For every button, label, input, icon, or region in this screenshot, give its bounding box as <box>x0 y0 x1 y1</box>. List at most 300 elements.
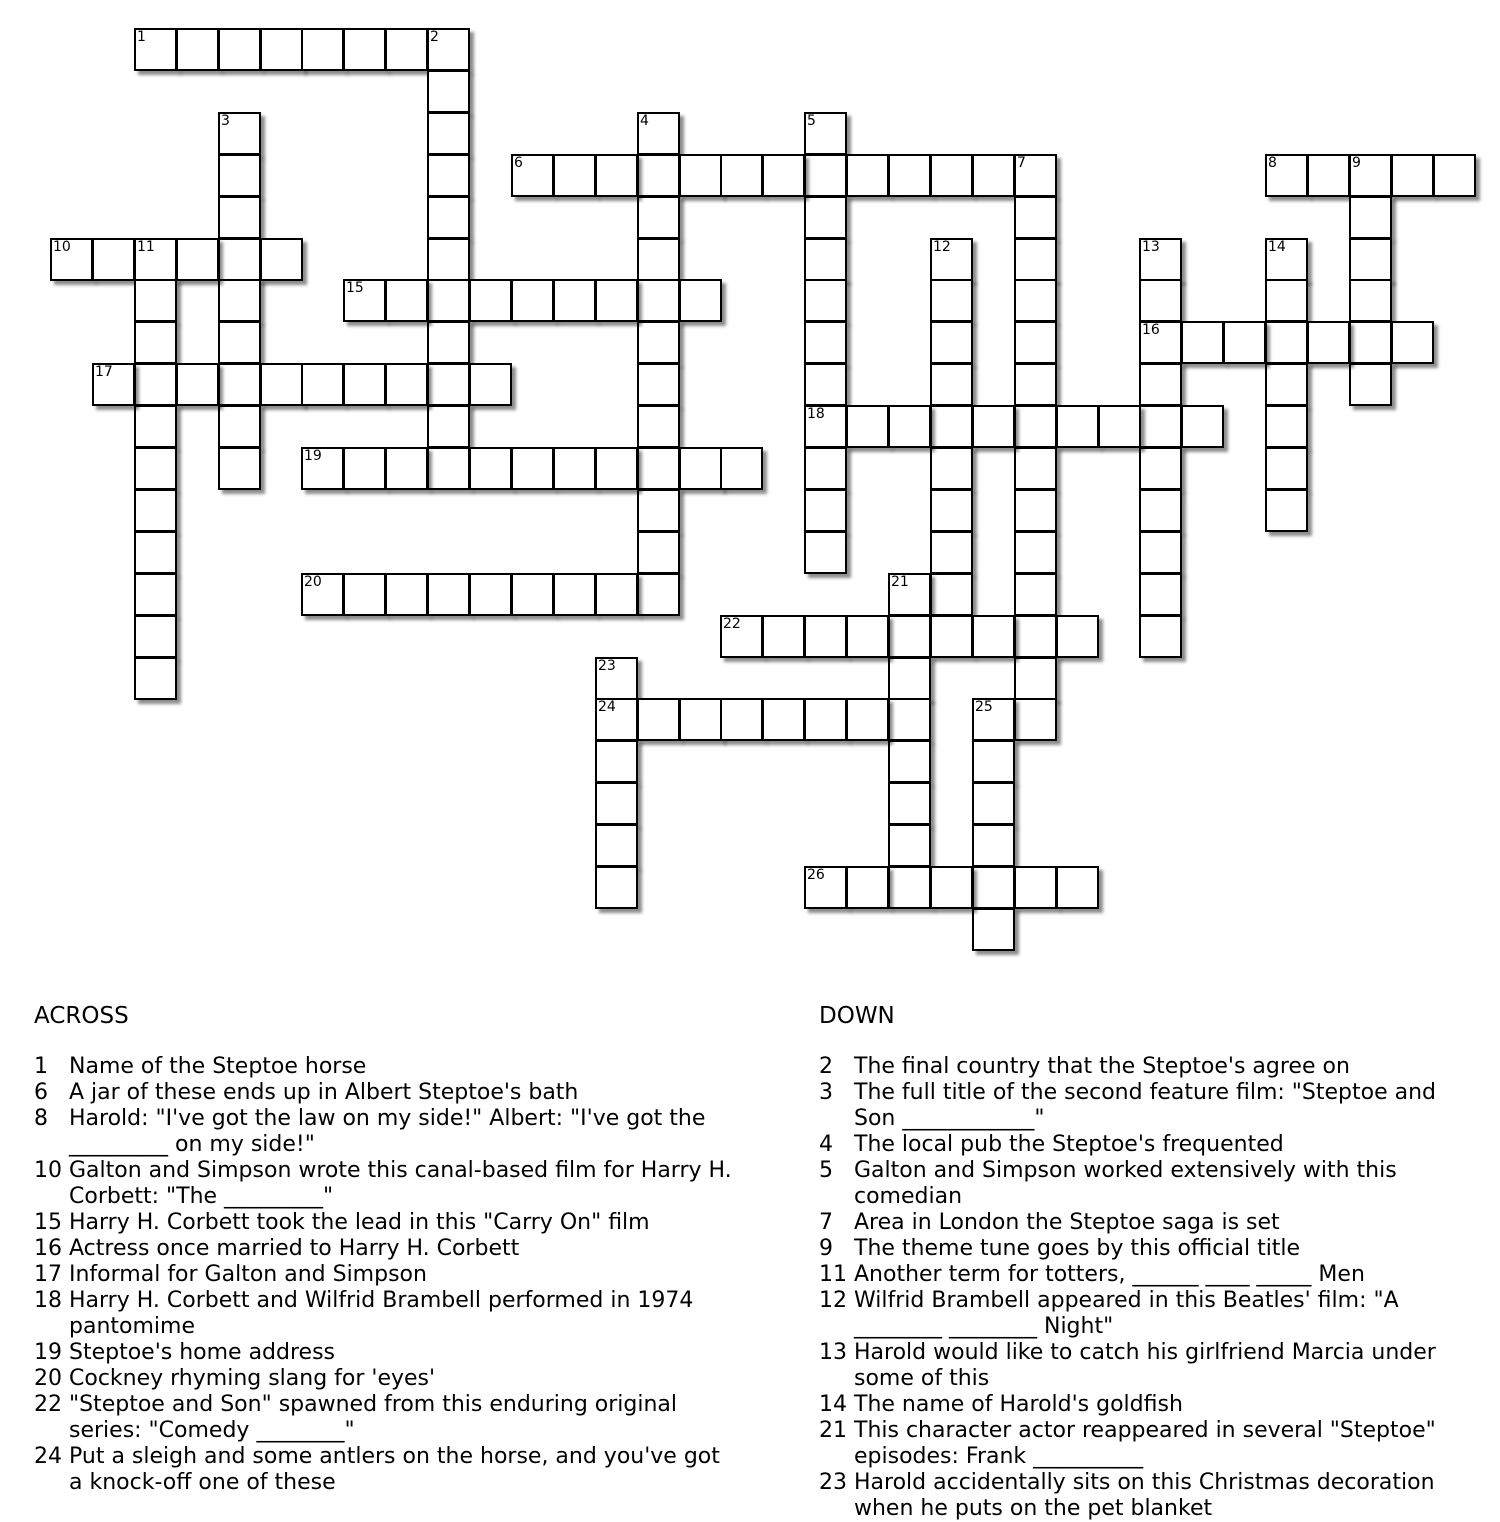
cell-number: 22 <box>723 616 741 632</box>
down-clue <box>819 1392 1479 1418</box>
grid-cell[interactable] <box>679 698 722 741</box>
grid-cell[interactable] <box>595 657 638 700</box>
across-heading: ACROSS <box>34 1003 129 1029</box>
down-clue <box>819 1158 1479 1210</box>
clue-text: Name of the Steptoe horse <box>69 1054 367 1079</box>
across-clue <box>34 1444 734 1496</box>
grid-cell[interactable] <box>343 279 386 322</box>
grid-cell[interactable] <box>1014 657 1057 700</box>
clue-number: 21 <box>819 1418 847 1443</box>
clue-number: 10 <box>34 1158 62 1183</box>
grid-cell[interactable] <box>469 573 512 616</box>
grid-cell[interactable] <box>176 28 219 71</box>
grid-cell[interactable] <box>1014 279 1057 322</box>
cell-number: 15 <box>346 280 364 296</box>
cell-number: 1 <box>137 29 146 45</box>
grid-cell[interactable] <box>846 405 889 448</box>
grid-cell[interactable] <box>846 866 889 909</box>
grid-cell[interactable] <box>637 573 680 616</box>
clue-text: This character actor reappeared in several "Steptoe" episodes: Frank __________ <box>854 1418 1436 1469</box>
grid-cell[interactable] <box>972 615 1015 658</box>
grid-cell[interactable] <box>1014 196 1057 239</box>
grid-cell[interactable] <box>511 279 554 322</box>
grid-cell[interactable] <box>846 698 889 741</box>
clue-text: The final country that the Steptoe's agree on <box>854 1054 1350 1079</box>
clue-text: The theme tune goes by this official title <box>854 1236 1301 1261</box>
grid-cell[interactable] <box>1181 405 1224 448</box>
grid-cell[interactable] <box>1014 238 1057 281</box>
grid-cell[interactable] <box>637 112 680 155</box>
grid-cell[interactable] <box>511 573 554 616</box>
grid-cell[interactable] <box>1014 531 1057 574</box>
clue-number: 19 <box>34 1340 62 1365</box>
grid-cell[interactable] <box>218 321 261 364</box>
cell-number: 26 <box>807 867 825 883</box>
grid-cell[interactable] <box>762 615 805 658</box>
grid-cell[interactable] <box>930 405 973 448</box>
grid-cell[interactable] <box>930 489 973 532</box>
grid-cell[interactable] <box>1139 489 1182 532</box>
grid-cell[interactable] <box>762 154 805 197</box>
grid-cell[interactable] <box>637 363 680 406</box>
grid-cell[interactable] <box>469 447 512 490</box>
grid-cell[interactable] <box>637 238 680 281</box>
grid-cell[interactable] <box>1014 447 1057 490</box>
grid-cell[interactable] <box>218 238 261 281</box>
clue-number: 3 <box>819 1080 833 1105</box>
grid-cell[interactable] <box>762 698 805 741</box>
grid-cell[interactable] <box>134 279 177 322</box>
clue-text: Actress once married to Harry H. Corbett <box>69 1236 520 1261</box>
grid-cell[interactable] <box>427 196 470 239</box>
grid-cell[interactable] <box>637 321 680 364</box>
grid-cell[interactable] <box>1265 363 1308 406</box>
grid-cell[interactable] <box>1139 447 1182 490</box>
clue-text: Area in London the Steptoe saga is set <box>854 1210 1280 1235</box>
grid-cell[interactable] <box>1265 405 1308 448</box>
grid-cell[interactable] <box>1014 405 1057 448</box>
grid-cell[interactable] <box>888 782 931 825</box>
grid-cell[interactable] <box>637 698 680 741</box>
grid-cell[interactable] <box>595 573 638 616</box>
cell-number: 12 <box>933 239 951 255</box>
grid-cell[interactable] <box>469 363 512 406</box>
grid-cell[interactable] <box>972 824 1015 867</box>
grid-cell[interactable] <box>1265 321 1308 364</box>
grid-cell[interactable] <box>637 196 680 239</box>
down-clue <box>819 1236 1479 1262</box>
grid-cell[interactable] <box>804 279 847 322</box>
grid-cell[interactable] <box>1139 531 1182 574</box>
grid-cell[interactable] <box>720 615 763 658</box>
grid-cell[interactable] <box>888 154 931 197</box>
across-clue <box>34 1392 734 1444</box>
grid-cell[interactable] <box>218 279 261 322</box>
grid-cell[interactable] <box>972 740 1015 783</box>
grid-cell[interactable] <box>385 279 428 322</box>
grid-cell[interactable] <box>427 405 470 448</box>
grid-cell[interactable] <box>1014 489 1057 532</box>
grid-cell[interactable] <box>260 363 303 406</box>
grid-cell[interactable] <box>804 321 847 364</box>
grid-cell[interactable] <box>846 615 889 658</box>
grid-cell[interactable] <box>218 447 261 490</box>
grid-cell[interactable] <box>1433 154 1476 197</box>
grid-cell[interactable] <box>134 405 177 448</box>
grid-cell[interactable] <box>134 489 177 532</box>
grid-cell[interactable] <box>301 363 344 406</box>
grid-cell[interactable] <box>1307 321 1350 364</box>
grid-cell[interactable] <box>218 28 261 71</box>
clue-number: 22 <box>34 1392 62 1417</box>
grid-cell[interactable] <box>846 154 889 197</box>
cell-number: 2 <box>430 29 439 45</box>
grid-cell[interactable] <box>595 447 638 490</box>
grid-cell[interactable] <box>176 363 219 406</box>
cell-number: 16 <box>1142 322 1160 338</box>
grid-cell[interactable] <box>427 154 470 197</box>
grid-cell[interactable] <box>1014 573 1057 616</box>
clue-number: 18 <box>34 1288 62 1313</box>
grid-cell[interactable] <box>1139 573 1182 616</box>
cell-number: 18 <box>807 406 825 422</box>
grid-cell[interactable] <box>1349 363 1392 406</box>
cell-number: 8 <box>1268 155 1277 171</box>
grid-cell[interactable] <box>343 573 386 616</box>
down-clue <box>819 1210 1479 1236</box>
grid-cell[interactable] <box>930 238 973 281</box>
grid-cell[interactable] <box>1139 238 1182 281</box>
grid-cell[interactable] <box>804 489 847 532</box>
grid-cell[interactable] <box>469 279 512 322</box>
grid-cell[interactable] <box>50 238 93 281</box>
grid-cell[interactable] <box>1223 321 1266 364</box>
grid-cell[interactable] <box>804 698 847 741</box>
down-clue <box>819 1132 1479 1158</box>
clue-text: Put a sleigh and some antlers on the horse, and you've got a knock-off one of these <box>69 1444 720 1495</box>
grid-cell[interactable] <box>637 279 680 322</box>
grid-cell[interactable] <box>218 363 261 406</box>
grid-cell[interactable] <box>1349 196 1392 239</box>
cell-number: 3 <box>221 113 230 129</box>
grid-cell[interactable] <box>679 447 722 490</box>
grid-cell[interactable] <box>92 363 135 406</box>
grid-cell[interactable] <box>427 112 470 155</box>
across-clue <box>34 1210 734 1236</box>
clue-text: Harold accidentally sits on this Christmas decoration when he puts on the pet blanket <box>854 1470 1435 1521</box>
grid-cell[interactable] <box>427 321 470 364</box>
cell-number: 23 <box>598 658 616 674</box>
grid-cell[interactable] <box>385 28 428 71</box>
cell-number: 5 <box>807 113 816 129</box>
grid-cell[interactable] <box>218 196 261 239</box>
grid-cell[interactable] <box>804 531 847 574</box>
grid-cell[interactable] <box>1014 866 1057 909</box>
grid-cell[interactable] <box>427 279 470 322</box>
clue-text: A jar of these ends up in Albert Steptoe's bath <box>69 1080 579 1105</box>
clue-number: 16 <box>34 1236 62 1261</box>
clue-number: 6 <box>34 1080 48 1105</box>
grid-cell[interactable] <box>134 238 177 281</box>
across-clue <box>34 1054 734 1080</box>
grid-cell[interactable] <box>888 657 931 700</box>
grid-cell[interactable] <box>637 447 680 490</box>
clue-number: 15 <box>34 1210 62 1235</box>
grid-cell[interactable] <box>720 698 763 741</box>
clue-number: 7 <box>819 1210 833 1235</box>
grid-cell[interactable] <box>134 28 177 71</box>
clue-text: Galton and Simpson wrote this canal-based film for Harry H. Corbett: "The _________" <box>69 1158 732 1209</box>
grid-cell[interactable] <box>888 698 931 741</box>
cell-number: 7 <box>1017 155 1026 171</box>
grid-cell[interactable] <box>595 279 638 322</box>
grid-cell[interactable] <box>888 405 931 448</box>
grid-cell[interactable] <box>553 279 596 322</box>
grid-cell[interactable] <box>1098 405 1141 448</box>
grid-cell[interactable] <box>1265 279 1308 322</box>
grid-cell[interactable] <box>595 740 638 783</box>
grid-cell[interactable] <box>804 196 847 239</box>
grid-cell[interactable] <box>1265 238 1308 281</box>
down-clue-list <box>819 1054 1479 1522</box>
cell-number: 4 <box>640 113 649 129</box>
grid-cell[interactable] <box>930 615 973 658</box>
grid-cell[interactable] <box>260 28 303 71</box>
grid-cell[interactable] <box>427 363 470 406</box>
grid-cell[interactable] <box>804 447 847 490</box>
grid-cell[interactable] <box>930 363 973 406</box>
across-clue <box>34 1340 734 1366</box>
clue-text: Harry H. Corbett and Wilfrid Brambell performed in 1974 pantomime <box>69 1288 694 1339</box>
clue-number: 14 <box>819 1392 847 1417</box>
clue-number: 1 <box>34 1054 48 1079</box>
clue-text: "Steptoe and Son" spawned from this enduring original series: "Comedy ________" <box>69 1392 678 1443</box>
grid-cell[interactable] <box>930 154 973 197</box>
grid-cell[interactable] <box>930 279 973 322</box>
grid-cell[interactable] <box>804 363 847 406</box>
grid-cell[interactable] <box>1265 447 1308 490</box>
clue-text: The name of Harold's goldfish <box>854 1392 1183 1417</box>
clue-text: The full title of the second feature film: "Steptoe and Son ____________" <box>854 1080 1437 1131</box>
grid-cell[interactable] <box>720 447 763 490</box>
grid-cell[interactable] <box>301 28 344 71</box>
grid-cell[interactable] <box>1014 154 1057 197</box>
clue-number: 23 <box>819 1470 847 1495</box>
grid-cell[interactable] <box>134 321 177 364</box>
across-clue <box>34 1080 734 1106</box>
grid-cell[interactable] <box>972 782 1015 825</box>
grid-cell[interactable] <box>343 28 386 71</box>
grid-cell[interactable] <box>1349 154 1392 197</box>
across-clue-list <box>34 1054 734 1496</box>
clue-text: Harold: "I've got the law on my side!" Albert: "I've got the _________ on my side!" <box>69 1106 706 1157</box>
grid-cell[interactable] <box>301 447 344 490</box>
grid-cell[interactable] <box>427 70 470 113</box>
grid-cell[interactable] <box>637 154 680 197</box>
grid-cell[interactable] <box>1139 279 1182 322</box>
grid-cell[interactable] <box>972 154 1015 197</box>
cell-number: 11 <box>137 239 155 255</box>
grid-cell[interactable] <box>427 447 470 490</box>
grid-cell[interactable] <box>134 573 177 616</box>
grid-cell[interactable] <box>1391 321 1434 364</box>
grid-cell[interactable] <box>134 363 177 406</box>
grid-cell[interactable] <box>637 531 680 574</box>
grid-cell[interactable] <box>804 112 847 155</box>
clue-number: 24 <box>34 1444 62 1469</box>
grid-cell[interactable] <box>888 824 931 867</box>
grid-cell[interactable] <box>972 908 1015 951</box>
grid-cell[interactable] <box>930 531 973 574</box>
clue-text: Informal for Galton and Simpson <box>69 1262 427 1287</box>
grid-cell[interactable] <box>134 531 177 574</box>
grid-cell[interactable] <box>1014 321 1057 364</box>
grid-cell[interactable] <box>972 698 1015 741</box>
grid-cell[interactable] <box>218 405 261 448</box>
down-clue <box>819 1262 1479 1288</box>
down-heading: DOWN <box>819 1003 895 1029</box>
grid-cell[interactable] <box>260 238 303 281</box>
grid-cell[interactable] <box>1139 405 1182 448</box>
grid-cell[interactable] <box>134 657 177 700</box>
grid-cell[interactable] <box>972 866 1015 909</box>
across-clue <box>34 1262 734 1288</box>
clue-text: Harold would like to catch his girlfriend Marcia under some of this <box>854 1340 1436 1391</box>
clue-number: 2 <box>819 1054 833 1079</box>
grid-cell[interactable] <box>218 154 261 197</box>
grid-cell[interactable] <box>1014 363 1057 406</box>
grid-cell[interactable] <box>92 238 135 281</box>
down-clue <box>819 1470 1479 1522</box>
grid-cell[interactable] <box>1265 489 1308 532</box>
grid-cell[interactable] <box>1056 615 1099 658</box>
grid-cell[interactable] <box>888 740 931 783</box>
grid-cell[interactable] <box>888 615 931 658</box>
grid-cell[interactable] <box>1307 154 1350 197</box>
grid-cell[interactable] <box>1139 321 1182 364</box>
down-clues <box>819 1002 1479 1522</box>
grid-cell[interactable] <box>595 824 638 867</box>
grid-cell[interactable] <box>1349 279 1392 322</box>
grid-cell[interactable] <box>930 321 973 364</box>
cell-number: 10 <box>53 239 71 255</box>
grid-cell[interactable] <box>595 866 638 909</box>
grid-cell[interactable] <box>888 866 931 909</box>
clue-number: 5 <box>819 1158 833 1183</box>
grid-cell[interactable] <box>930 573 973 616</box>
clue-text: Harry H. Corbett took the lead in this "Carry On" film <box>69 1210 650 1235</box>
clue-text: The local pub the Steptoe's frequented <box>854 1132 1284 1157</box>
clue-number: 4 <box>819 1132 833 1157</box>
grid-cell[interactable] <box>134 447 177 490</box>
grid-cell[interactable] <box>427 573 470 616</box>
grid-cell[interactable] <box>888 573 931 616</box>
grid-cell[interactable] <box>1391 154 1434 197</box>
grid-cell[interactable] <box>385 573 428 616</box>
clue-number: 13 <box>819 1340 847 1365</box>
grid-cell[interactable] <box>1056 405 1099 448</box>
grid-cell[interactable] <box>595 782 638 825</box>
grid-cell[interactable] <box>511 447 554 490</box>
grid-cell[interactable] <box>804 238 847 281</box>
across-clue <box>34 1106 734 1158</box>
grid-cell[interactable] <box>176 238 219 281</box>
grid-cell[interactable] <box>1056 866 1099 909</box>
grid-cell[interactable] <box>385 447 428 490</box>
grid-cell[interactable] <box>343 363 386 406</box>
down-clue <box>819 1080 1479 1132</box>
grid-cell[interactable] <box>427 238 470 281</box>
grid-cell[interactable] <box>1139 615 1182 658</box>
grid-cell[interactable] <box>1265 154 1308 197</box>
clue-number: 17 <box>34 1262 62 1287</box>
cell-number: 6 <box>514 155 523 171</box>
grid-cell[interactable] <box>804 154 847 197</box>
grid-cell[interactable] <box>301 573 344 616</box>
clue-text: Steptoe's home address <box>69 1340 336 1365</box>
grid-cell[interactable] <box>1181 321 1224 364</box>
grid-cell[interactable] <box>804 405 847 448</box>
down-clue <box>819 1054 1479 1080</box>
grid-cell[interactable] <box>427 28 470 71</box>
cell-number: 20 <box>304 574 322 590</box>
grid-cell[interactable] <box>511 154 554 197</box>
grid-cell[interactable] <box>595 154 638 197</box>
grid-cell[interactable] <box>930 866 973 909</box>
grid-cell[interactable] <box>343 447 386 490</box>
grid-cell[interactable] <box>637 489 680 532</box>
grid-cell[interactable] <box>385 363 428 406</box>
grid-cell[interactable] <box>679 154 722 197</box>
grid-cell[interactable] <box>218 112 261 155</box>
clue-text: Galton and Simpson worked extensively with this comedian <box>854 1158 1397 1209</box>
cell-number: 17 <box>95 364 113 380</box>
clue-text: Cockney rhyming slang for 'eyes' <box>69 1366 436 1391</box>
grid-cell[interactable] <box>553 154 596 197</box>
grid-cell[interactable] <box>1349 238 1392 281</box>
grid-cell[interactable] <box>1014 615 1057 658</box>
clue-number: 8 <box>34 1106 48 1131</box>
grid-cell[interactable] <box>1349 321 1392 364</box>
cell-number: 25 <box>975 699 993 715</box>
grid-cell[interactable] <box>720 154 763 197</box>
grid-cell[interactable] <box>595 698 638 741</box>
across-clue <box>34 1288 734 1340</box>
cell-number: 19 <box>304 448 322 464</box>
grid-cell[interactable] <box>930 447 973 490</box>
across-clue <box>34 1236 734 1262</box>
grid-cell[interactable] <box>553 573 596 616</box>
grid-cell[interactable] <box>637 405 680 448</box>
grid-cell[interactable] <box>1014 698 1057 741</box>
grid-cell[interactable] <box>972 405 1015 448</box>
grid-cell[interactable] <box>1139 363 1182 406</box>
cell-number: 24 <box>598 699 616 715</box>
cell-number: 21 <box>891 574 909 590</box>
down-clue <box>819 1288 1479 1340</box>
grid-cell[interactable] <box>553 447 596 490</box>
grid-cell[interactable] <box>804 615 847 658</box>
clue-number: 20 <box>34 1366 62 1391</box>
cell-number: 9 <box>1352 155 1361 171</box>
grid-cell[interactable] <box>804 866 847 909</box>
down-clue <box>819 1340 1479 1392</box>
grid-cell[interactable] <box>679 279 722 322</box>
clue-number: 12 <box>819 1288 847 1313</box>
grid-cell[interactable] <box>134 615 177 658</box>
across-clue <box>34 1158 734 1210</box>
clue-number: 11 <box>819 1262 847 1287</box>
